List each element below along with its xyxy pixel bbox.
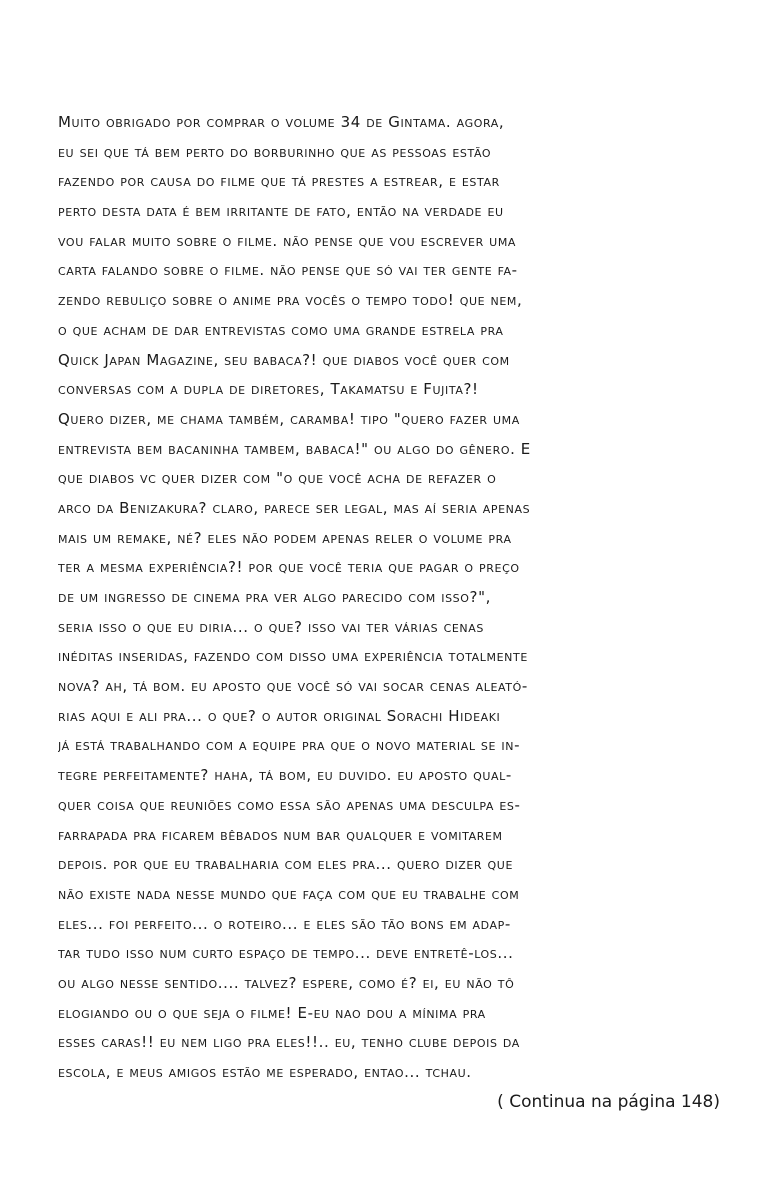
letter-line: elogiando ou o que seja o filme! E-eu nao dou a mínima pra bbox=[58, 1003, 486, 1022]
letter-line: que diabos vc quer dizer com "o que você acha de refazer o bbox=[58, 469, 497, 488]
letter-line: depois. por que eu trabalharia com eles pra... quero dizer que bbox=[58, 855, 513, 874]
letter-line: perto desta data é bem irritante de fato, então na verdade eu bbox=[58, 202, 504, 221]
author-letter bbox=[58, 108, 736, 1088]
letter-line: conversas com a dupla de diretores, Takamatsu e Fujita?! bbox=[58, 380, 479, 399]
letter-line: Muito obrigado por comprar o volume 34 de Gintama. agora, bbox=[58, 113, 505, 131]
letter-line: entrevista bem bacaninha tambem, babaca!" ou algo do gênero. E bbox=[58, 439, 531, 458]
letter-line: farrapada pra ficarem bêbados num bar qualquer e vomitarem bbox=[58, 825, 503, 844]
letter-line: ou algo nesse sentido.... talvez? espere, como é? ei, eu não tô bbox=[58, 973, 515, 992]
letter-line: esses caras!! eu nem ligo pra eles!!.. eu, tenho clube depois da bbox=[58, 1033, 520, 1052]
letter-line: de um ingresso de cinema pra ver algo parecido com isso?", bbox=[58, 588, 491, 606]
letter-line: arco da Benizakura? claro, parece ser legal, mas aí seria apenas bbox=[58, 498, 531, 517]
letter-line: inéditas inseridas, fazendo com disso uma experiência totalmente bbox=[58, 647, 528, 666]
letter-line: Quero dizer, me chama também, caramba! tipo "quero fazer uma bbox=[58, 409, 520, 428]
letter-line: quer coisa que reuniões como essa são apenas uma desculpa es- bbox=[58, 795, 521, 814]
letter-line: não existe nada nesse mundo que faça com que eu trabalhe com bbox=[58, 884, 520, 903]
letter-line: tar tudo isso num curto espaço de tempo... deve entretê-los... bbox=[58, 944, 514, 963]
letter-line: escola, e meus amigos estão me esperado, entao... tchau. bbox=[58, 1063, 472, 1081]
letter-line: eles... foi perfeito... o roteiro... e eles são tão bons em adap- bbox=[58, 914, 511, 933]
letter-line: carta falando sobre o filme. não pense que só vai ter gente fa- bbox=[58, 261, 518, 280]
letter-line: fazendo por causa do filme que tá prestes a estrear, e estar bbox=[58, 172, 500, 191]
letter-line: já está trabalhando com a equipe pra que o novo material se in- bbox=[58, 736, 521, 755]
continuation-note: ( Continua na página 148) bbox=[497, 1092, 720, 1112]
letter-line: ter a mesma experiência?! por que você teria que pagar o preço bbox=[58, 558, 520, 577]
letter-line: rias aqui e ali pra... o que? o autor original Sorachi Hideaki bbox=[58, 706, 501, 725]
letter-line: vou falar muito sobre o filme. não pense que vou escrever uma bbox=[58, 231, 517, 250]
letter-line: eu sei que tá bem perto do borburinho que as pessoas estão bbox=[58, 142, 492, 161]
letter-line: mais um remake, né? eles não podem apenas reler o volume pra bbox=[58, 528, 512, 547]
letter-line: seria isso o que eu diria... o que? isso vai ter várias cenas bbox=[58, 617, 484, 636]
letter-line: zendo rebuliço sobre o anime pra vocês o tempo todo! que nem, bbox=[58, 291, 523, 310]
letter-line: tegre perfeitamente? haha, tá bom, eu duvido. eu aposto qual- bbox=[58, 766, 512, 785]
letter-line: o que acham de dar entrevistas como uma grande estrela pra bbox=[58, 320, 504, 339]
letter-line: Quick Japan Magazine, seu babaca?! que diabos você quer com bbox=[58, 350, 510, 369]
letter-line: nova? ah, tá bom. eu aposto que você só vai socar cenas aleató- bbox=[58, 677, 528, 696]
